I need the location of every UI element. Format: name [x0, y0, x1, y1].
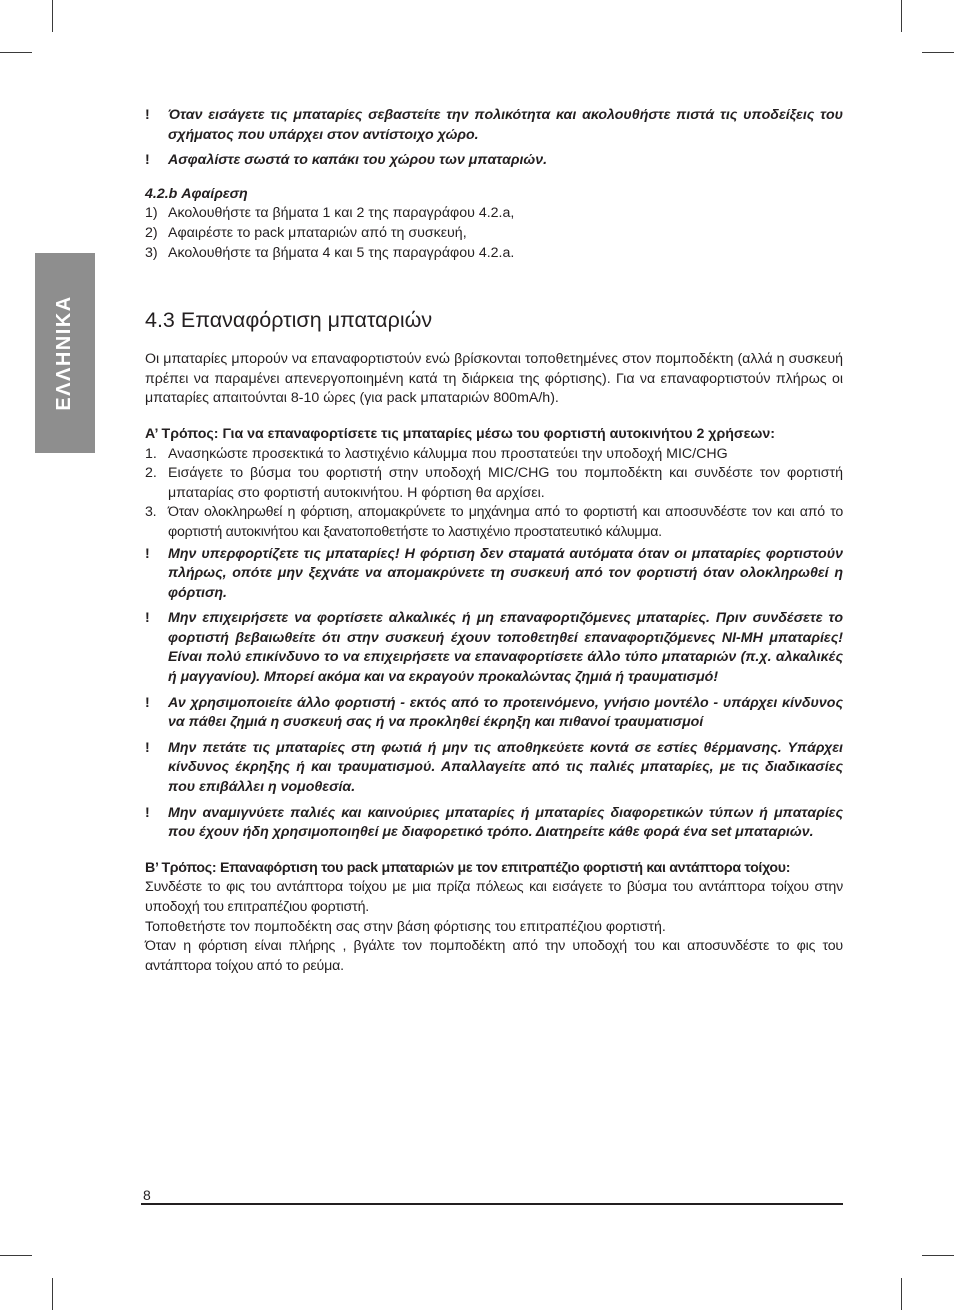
method-a-step: [145, 503, 843, 542]
section-title: 4.3 Επαναφόρτιση μπαταριών: [145, 308, 433, 333]
language-label: ΕΛΛΗΝΙΚΑ: [53, 295, 76, 411]
method-b-paragraph: Συνδέστε το φις του αντάπτορα τοίχου με μια πρίζα πόλεως και εισάγετε το βύσμα του αντάπτορα τοίχου στην υποδοχή του επιτραπέζιου φορτιστή.: [145, 879, 843, 915]
section-intro: Οι μπαταρίες μπορούν να επαναφορτιστούν ενώ βρίσκονται τοποθετημένες στον πομποδέκτη (αλλά η συσκευή πρέπει να παραμένει απενεργοποιημένη κατά τη διάρκεια της φόρτισης). Για να επαναφορτιστούν πλήρως οι μπαταρίες απαιτούνται 8-10 ώρες (για pack μπαταριών 800mA/h).: [145, 351, 843, 407]
warning-mark: !: [145, 739, 150, 756]
page-number: 8: [143, 1187, 151, 1203]
warning-mark: !: [145, 545, 150, 562]
removal-heading: 4.2.b Αφαίρεση: [145, 185, 248, 202]
warning-mark: !: [145, 152, 150, 169]
warning-item: [145, 609, 843, 687]
step-text: Αφαιρέστε το pack μπαταριών από τη συσκευή,: [168, 224, 467, 241]
warning-item: [145, 545, 843, 604]
warning-item: [145, 151, 843, 171]
removal-step: [145, 224, 843, 244]
crop-mark: [52, 1278, 53, 1310]
crop-mark: [922, 1255, 954, 1256]
language-side-tab: [35, 253, 95, 453]
crop-mark: [901, 1278, 902, 1310]
page-content: [145, 106, 843, 976]
step-text: Ανασηκώστε προσεκτικά το λαστιχένιο κάλυμμα που προστατεύει την υποδοχή MIC/CHG: [168, 445, 728, 462]
warning-text: Όταν εισάγετε τις μπαταρίες σεβαστείτε την πολικότητα και ακολουθήστε πιστά τις υποδείξεις του σχήματος που υπάρχει στον αντίστοιχο χώρο.: [168, 107, 843, 143]
step-number: 3): [145, 244, 158, 261]
warning-text: Μην πετάτε τις μπαταρίες στη φωτιά ή μην τις αποθηκεύετε κοντά σε εστίες θέρμανσης. Υπάρχει κίνδυνος έκρηξης ή και τραυματισμού. Απαλλαγείτε από τις παλιές μπαταρίες, με τις διαδικασίες που επιβάλλει η νομοθεσία.: [168, 739, 843, 796]
removal-step: [145, 204, 843, 224]
warning-item: [145, 106, 843, 145]
step-number: 1.: [145, 445, 157, 462]
warning-item: [145, 739, 843, 798]
warning-mark: !: [145, 610, 150, 627]
warning-text: Μην επιχειρήσετε να φορτίσετε αλκαλικές ή μη επαναφορτιζόμενες μπαταρίες. Πριν συνδέσετε το φορτιστή βεβαιωθείτε ότι στην συσκευή έχουν τοποθετηθεί επαναφορτιζόμενες NI-MH μπαταρίες! Είναι πολύ επικίνδυνο το να επιχειρήσετε να επαναφορτίσετε άλλο τύπο μπαταριών (π.χ. αλκαλικές ή μαγγανίου). Μπορεί ακόμα και να εκραγούν προκαλώντας ζημιά ή τραυματισμό!: [168, 610, 843, 686]
removal-step: [145, 244, 843, 264]
method-a-step: [145, 464, 843, 503]
step-text: Εισάγετε το βύσμα του φορτιστή στην υποδοχή MIC/CHG του πομποδέκτη και συνδέστε τον φορτιστή μπαταρίας στο φορτιστή αυτοκινήτου. Η φόρτιση θα αρχίσει.: [168, 465, 843, 501]
warning-mark: !: [145, 804, 150, 821]
method-b-heading: Β’ Τρόπος: Επαναφόρτιση του pack μπαταριών με τον επιτραπέζιο φορτιστή και αντάπτορα τοίχου:: [145, 859, 791, 876]
step-text: Ακολουθήστε τα βήματα 1 και 2 της παραγράφου 4.2.a,: [168, 205, 515, 222]
warning-item: [145, 804, 843, 843]
warning-text: Μην αναμιγνύετε παλιές και καινούριες μπαταρίες ή μπαταρίες διαφορετικών τύπων ή μπαταρίες που έχουν ήδη χρησιμοποιηθεί με διαφορετικό τρόπο. Διατηρείτε κάθε φορά ένα set μπαταριών.: [168, 804, 843, 841]
crop-mark: [0, 52, 32, 53]
crop-mark: [922, 52, 954, 53]
step-number: 3.: [145, 504, 157, 521]
step-number: 2): [145, 224, 158, 241]
step-text: Όταν ολοκληρωθεί η φόρτιση, απομακρύνετε το μηχάνημα από το φορτιστή και αποσυνδέστε τον και από το φορτιστή αυτοκινήτου και ξανατοποθετήστε το λαστιχένιο προστατευτικό κάλυμμα.: [168, 504, 843, 540]
method-a-heading: Α’ Τρόπος: Για να επαναφορτίσετε τις μπαταρίες μέσω του φορτιστή αυτοκινήτου 2 χρήσεων:: [145, 425, 775, 442]
warning-text: Μην υπερφορτίζετε τις μπαταρίες! Η φόρτιση δεν σταματά αυτόματα όταν οι μπαταρίες φορτιστούν πλήρως, οπότε μην ξεχνάτε να απομακρύνετε τη συσκευή από τον φορτιστή όταν ολοκληρωθεί η φόρτιση.: [168, 545, 843, 601]
warning-mark: !: [145, 694, 150, 711]
method-b-paragraph: Όταν η φόρτιση είναι πλήρης , βγάλτε τον πομποδέκτη από την υποδοχή του και αποσυνδέστε το φις του αντάπτορα τοίχου από το ρεύμα.: [145, 938, 843, 974]
warning-text: Ασφαλίστε σωστά το καπάκι του χώρου των μπαταριών.: [168, 152, 548, 169]
step-text: Ακολουθήστε τα βήματα 4 και 5 της παραγράφου 4.2.a.: [168, 244, 515, 261]
method-a-step: [145, 445, 843, 465]
warning-mark: !: [145, 107, 150, 123]
footer-rule: [141, 1203, 843, 1205]
crop-mark: [0, 1255, 32, 1256]
warning-text: Αν χρησιμοποιείτε άλλο φορτιστή - εκτός από το προτεινόμενο, γνήσιο μοντέλο - υπάρχει κίνδυνος να πάθει ζημιά η συσκευή σας ή να προκληθεί έκρηξη και πιθανοί τραυματισμοί: [168, 694, 843, 731]
method-b-paragraph: Τοποθετήστε τον πομποδέκτη σας στην βάση φόρτισης του επιτραπέζιου φορτιστή.: [145, 918, 666, 935]
crop-mark: [901, 0, 902, 32]
step-number: 2.: [145, 465, 157, 482]
warning-item: [145, 694, 843, 733]
crop-mark: [52, 0, 53, 32]
step-number: 1): [145, 205, 158, 222]
